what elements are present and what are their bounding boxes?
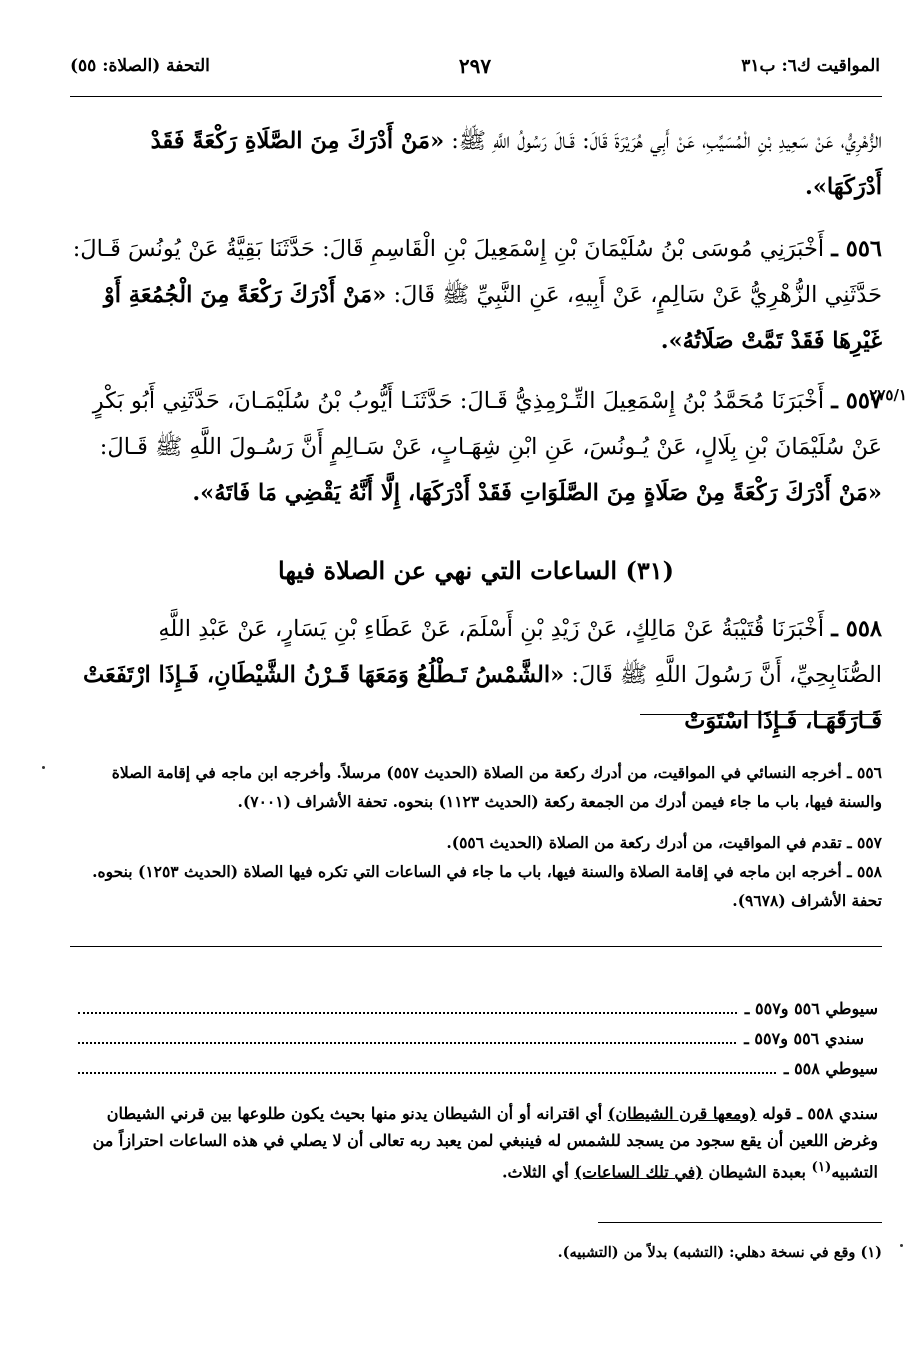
- footnote-marker: (١): [811, 1159, 832, 1175]
- note-separator: [598, 1222, 882, 1223]
- commentary-row: [70, 994, 878, 1024]
- hadith-quote: «الشَّمْسُ تَـطْلُعُ وَمَعَهَا قَـرْنُ الشَّيْطَانِ، فَـإِذَا ارْتَفَعَتْ فَـارَقَهَـا، فَـإِذَا اسْتَوَتْ: [83, 662, 882, 734]
- chapter-title: (٣١) الساعات التي نهي عن الصلاة فيها: [278, 556, 674, 585]
- scan-speck: [900, 1244, 903, 1247]
- manuscript-note: (١) وقع في نسخة دهلي: (التشبه) بدلاً من (التشبيه).: [557, 1244, 882, 1261]
- commentary-text: أي اقترانه أو أن الشيطان يدنو منها بحيث يكون طلوعها بين قرني الشيطان وغرض اللعين أن يقع سجود من يسجد للشمس له فينبغي لمن يعبد ربه تعالى أن لا يصلي في هذه الساعات احترازاً من التشبيه: [92, 1104, 878, 1182]
- commentary-quote: (ومعها قرن الشيطان): [607, 1104, 757, 1123]
- hadith-continuation: [70, 118, 882, 210]
- header-rule: [70, 96, 882, 97]
- commentary-label: سيوطي ٥٥٦ و٥٥٧ ـ: [744, 999, 878, 1018]
- page-header: [70, 52, 880, 82]
- hadith-text: أَخْبَرَنَا قُتَيْبَةُ عَنْ مَالِكٍ، عَنْ زَيْدِ بْنِ أَسْلَمَ، عَنْ عَطَاءِ بْنِ يَسَارٍ، عَنْ عَبْدِ اللَّهِ الصُّنَابِحِيِّ، أَنَّ رَسُولَ اللَّهِ ﷺ قَالَ:: [158, 616, 882, 688]
- footnote-558: ٥٥٨ ـ أخرجه ابن ماجه في إقامة الصلاة والسنة فيها، باب ما جاء في الساعات التي تكره فيها الصلاة (الحديث ١٢٥٣) بنحوه. تحفة الأشراف (٩٦٧٨).: [92, 862, 882, 910]
- hadith-quote: «مَنْ أَدْرَكَ مِنَ الصَّلَاةِ رَكْعَةً فَقَدْ أَدْرَكَهَا».: [150, 128, 882, 200]
- commentary-row: [70, 1054, 878, 1084]
- footnote-556: ٥٥٦ ـ أخرجه النسائي في المواقيت، من أدرك ركعة من الصلاة (الحديث ٥٥٧) مرسلاً. وأخرجه ابن ماجه في إقامة الصلاة والسنة فيها، باب ما جاء فيمن أدرك من الجمعة ركعة (الحديث ١١٢٣) بنحوه. تحفة الأشراف (٧٠٠١).: [111, 763, 882, 811]
- dotted-leader: [78, 1072, 776, 1074]
- hadith-number: ٥٥٦ ـ: [831, 236, 882, 262]
- commentary-quote: (في تلك الساعات): [574, 1162, 703, 1182]
- hadith-558: [70, 606, 882, 744]
- footnotes: [70, 758, 882, 915]
- hadith-quote: «مَنْ أَدْرَكَ رَكْعَةً مِنَ الْجُمُعَةِ أَوْ غَيْرِهَا فَقَدْ تَمَّتْ صَلَاتُهُ».: [103, 282, 882, 354]
- dotted-leader: [78, 1042, 736, 1044]
- scan-speck: [42, 766, 45, 769]
- commentary-label: سندي ٥٥٦ و٥٥٧ ـ: [744, 1029, 864, 1048]
- commentary-text: أي الثلاث.: [501, 1162, 575, 1182]
- hadith-text: أَخْبَرَنِي مُوسَى بْنُ سُلَيْمَانَ بْنِ إِسْمَعِيلَ بْنِ الْقَاسِمِ قَالَ: حَدَّثَنَا بَقِيَّةُ عَنْ يُونُسَ قَـالَ: حَدَّثَنِي الزُّهْرِيُّ عَنْ سَالِمٍ، عَنْ أَبِيهِ، عَنِ النَّبِيِّ ﷺ قَالَ:: [72, 236, 882, 308]
- header-tuhfa-ref: التحفة (الصلاة: ٥٥): [70, 56, 210, 76]
- commentary-row: [70, 1024, 864, 1054]
- page-number: ٢٩٧: [458, 54, 492, 78]
- margin-volume-note: ٢٧٥/١: [869, 386, 907, 404]
- hadith-556: [70, 226, 882, 364]
- hadith-number: ٥٥٧ ـ: [831, 388, 882, 414]
- sindi-commentary: [70, 1100, 878, 1185]
- commentary-text: بعبدة الشيطان: [702, 1162, 812, 1182]
- header-chapter-ref: المواقيت ك٦: ب٣١: [741, 56, 880, 76]
- footnote-separator: [640, 714, 882, 715]
- commentary-text: سندي ٥٥٨ ـ قوله: [756, 1104, 878, 1123]
- hadith-number: ٥٥٨ ـ: [831, 616, 882, 642]
- commentary-label: سيوطي ٥٥٨ ـ: [783, 1059, 878, 1078]
- hadith-text: أَخْبَرَنَا مُحَمَّدُ بْنُ إِسْمَعِيلَ التِّـرْمِذِيُّ قَـالَ: حَدَّثَنَـا أَيُّوبُ بْنُ سُلَيْمَـانَ، حَدَّثَنِي أَبُو بَكْرٍ عَنْ سُلَيْمَانَ بْنِ بِلَالٍ، عَنْ يُـونُسَ، عَنِ ابْنِ شِهَـابٍ، عَنْ سَـالِمٍ أَنَّ رَسُـولَ اللَّهِ ﷺ قَـالَ:: [92, 388, 882, 460]
- footnote-557: ٥٥٧ ـ تقدم في المواقيت، من أدرك ركعة من الصلاة (الحديث ٥٥٦).: [446, 833, 882, 852]
- dotted-leader: [78, 1012, 737, 1014]
- hadith-text: الزُّهْرِيُّ، عَنْ سَعِيدِ بْنِ الْمُسَيِّبِ، عَنْ أَبِي هُرَيْرَةَ قَالَ: قَـالَ رَسُولُ اللَّهِ ﷺ:: [444, 128, 882, 154]
- hadith-557: [70, 378, 882, 516]
- commentary-index: [70, 994, 878, 1084]
- commentary-rule: [70, 946, 882, 947]
- hadith-quote: «مَنْ أَدْرَكَ رَكْعَةً مِنْ صَلَاةٍ مِنَ الصَّلَوَاتِ فَقَدْ أَدْرَكَهَا، إِلَّا أَنَّهُ يَقْضِي مَا فَاتَهُ».: [192, 480, 882, 506]
